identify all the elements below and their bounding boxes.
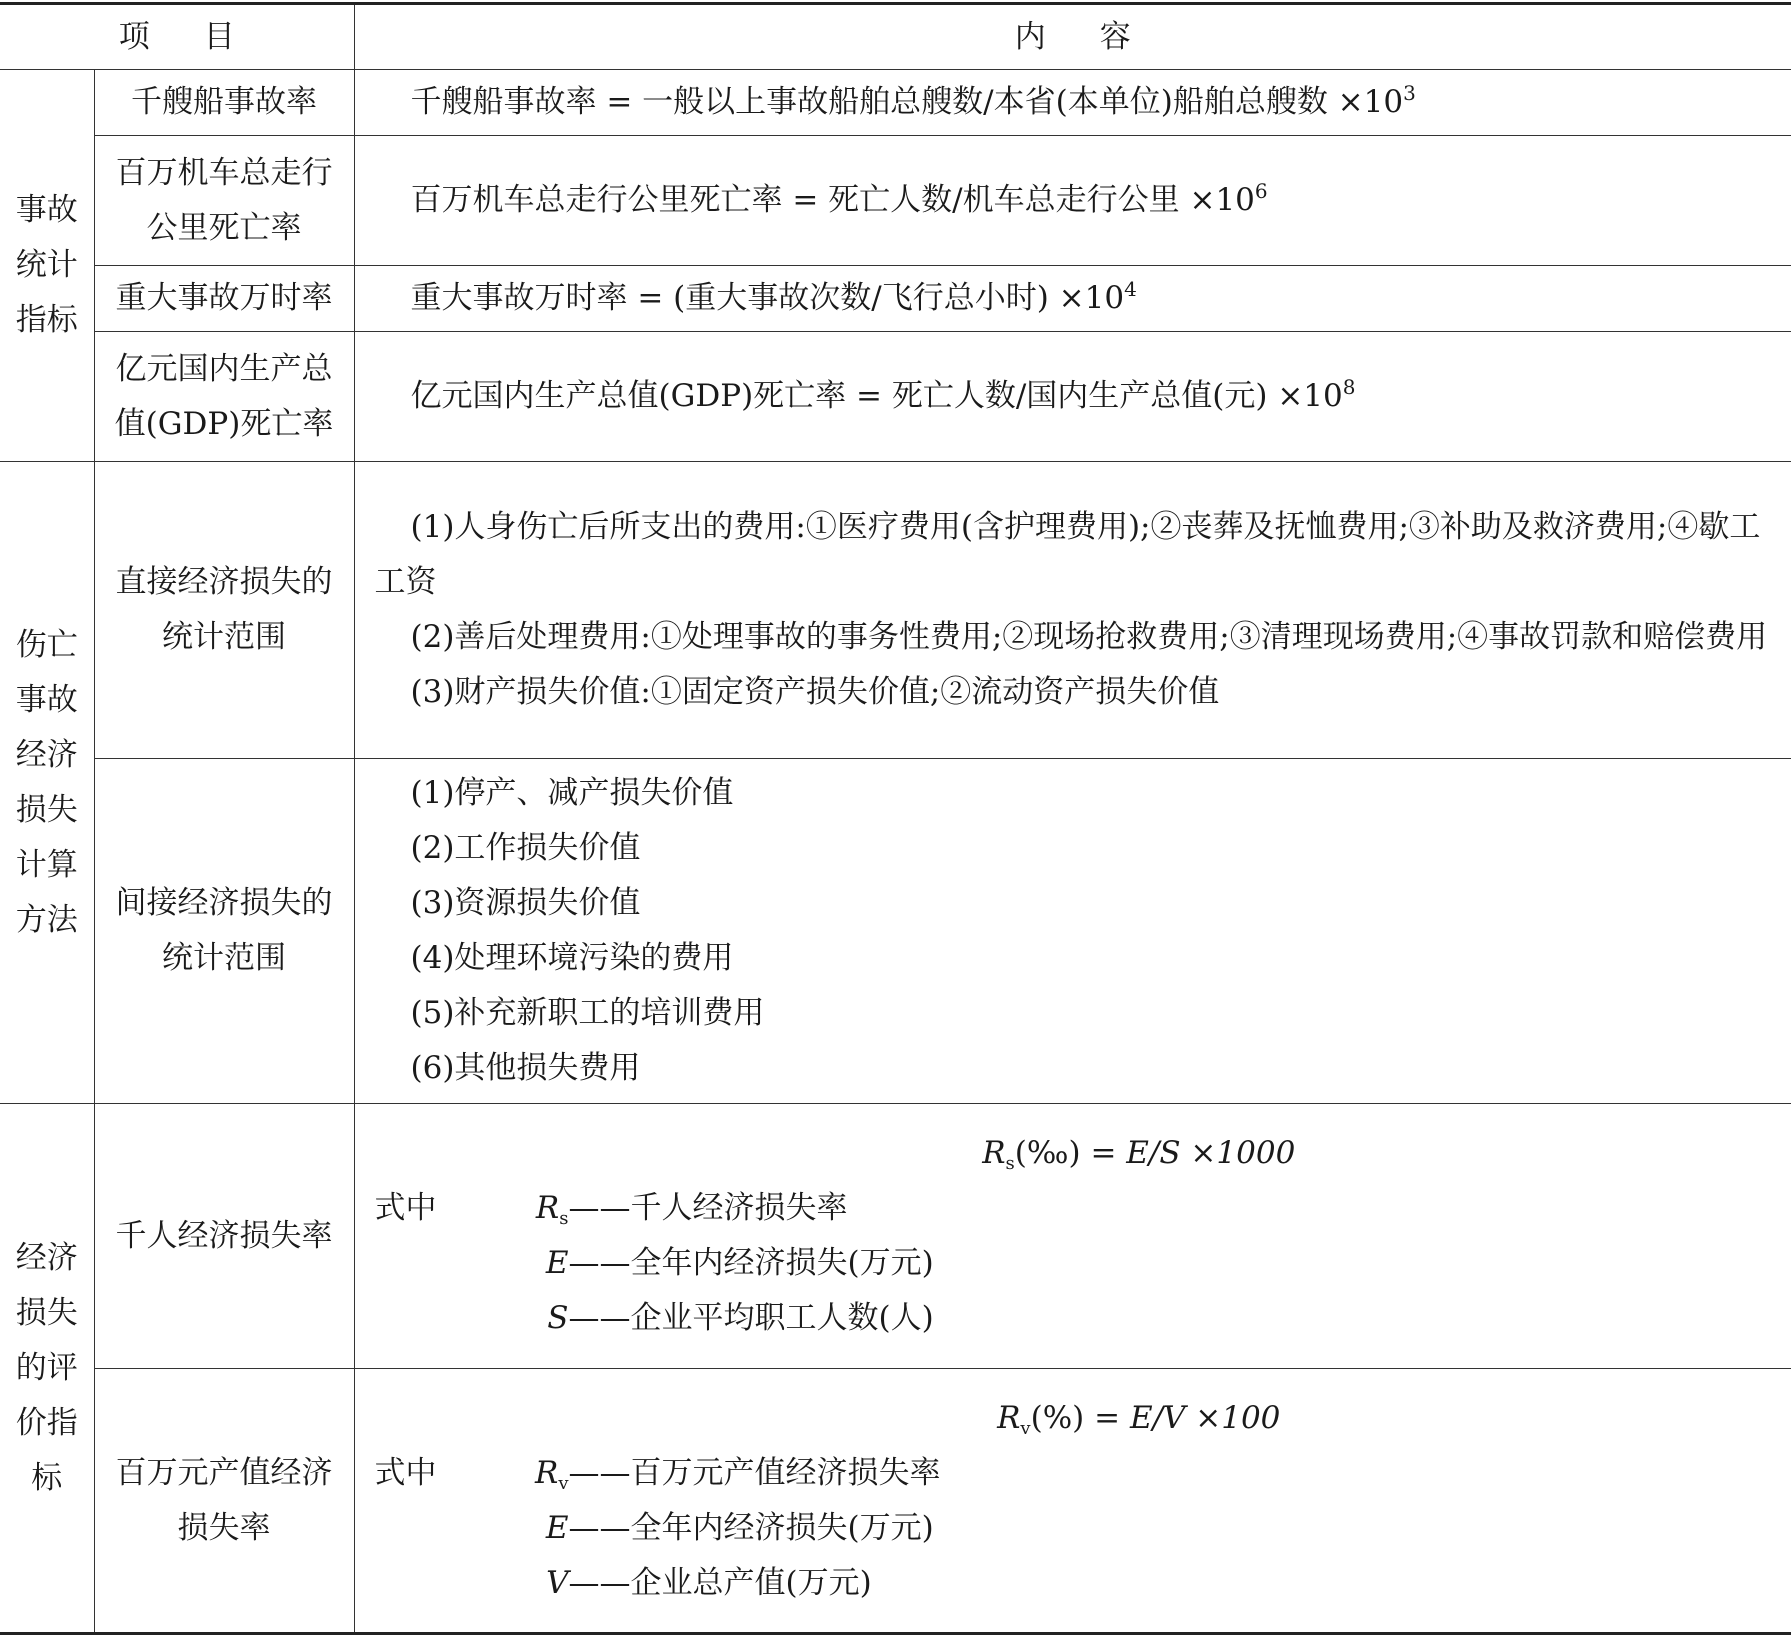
item-label: 重大事故万时率	[94, 266, 354, 332]
header-item: 项目	[0, 4, 354, 70]
table-header-row	[0, 4, 1791, 70]
formula-cell: 亿元国内生产总值(GDP)死亡率 = 死亡人数/国内生产总值(元) $\times 10^8$	[354, 332, 1791, 462]
paragraph: (3)财产损失价值:①固定资产损失价值;②流动资产损失价值	[410, 674, 1220, 710]
table-row	[0, 759, 1791, 1104]
formula: $R_v(\%) = E/V \times 100$	[997, 1399, 1281, 1439]
per-thousand-content	[354, 1104, 1791, 1369]
indirect-loss-content	[354, 759, 1791, 1104]
indicator-table	[0, 2, 1791, 1635]
table-row	[0, 266, 1791, 332]
table-row	[0, 1369, 1791, 1634]
category-accident-stats: 事故统计指标	[0, 70, 94, 462]
list-item: (1)停产、减产损失价值	[410, 775, 734, 811]
direct-loss-content	[354, 462, 1791, 759]
formula: $R_s(‰) = E/S \times 1000$	[982, 1135, 1296, 1174]
item-label: 千人经济损失率	[94, 1104, 354, 1369]
table-row	[0, 70, 1791, 136]
table-row	[0, 332, 1791, 462]
list-item: (6)其他损失费用	[410, 1050, 641, 1086]
formula-cell: 千艘船事故率 = 一般以上事故船舶总艘数/本省(本单位)船舶总艘数 $\times 10^3$	[354, 70, 1791, 136]
item-label: 百万元产值经济损失率	[94, 1369, 354, 1634]
header-content: 内容	[354, 4, 1791, 70]
table-row	[0, 462, 1791, 759]
list-item: (4)处理环境污染的费用	[410, 940, 734, 976]
definitions: 式中 $R_s$ ——千人经济损失率 E ——全年内经济损失(万元) S ——企业平均职工人数(人)	[374, 1190, 934, 1336]
list-item: (2)工作损失价值	[410, 830, 641, 866]
list-item: (5)补充新职工的培训费用	[410, 995, 765, 1031]
category-evaluation: 经济损失的评价指标	[0, 1104, 94, 1634]
item-label: 间接经济损失的统计范围	[94, 759, 354, 1104]
formula-cell: 百万机车总走行公里死亡率 = 死亡人数/机车总走行公里 $\times 10^6$	[354, 136, 1791, 266]
item-label: 百万机车总走行公里死亡率	[94, 136, 354, 266]
per-million-content	[354, 1369, 1791, 1634]
definitions: 式中 $R_v$ ——百万元产值经济损失率 E ——全年内经济损失(万元) V ——企业总产值(万元)	[374, 1454, 941, 1601]
table-row	[0, 1104, 1791, 1369]
item-label: 亿元国内生产总值(GDP)死亡率	[94, 332, 354, 462]
table-row	[0, 136, 1791, 266]
item-label: 千艘船事故率	[94, 70, 354, 136]
list-item: (3)资源损失价值	[410, 885, 641, 921]
category-casualty-loss: 伤亡事故经济损失计算方法	[0, 462, 94, 1104]
paragraph: (1)人身伤亡后所支出的费用:①医疗费用(含护理费用);②丧葬及抚恤费用;③补助及救济费用;④歇工工资	[374, 509, 1761, 600]
paragraph: (2)善后处理费用:①处理事故的事务性费用;②现场抢救费用;③清理现场费用;④事故罚款和赔偿费用	[410, 619, 1768, 655]
formula-cell: 重大事故万时率 = (重大事故次数/飞行总小时) $\times 10^4$	[354, 266, 1791, 332]
item-label: 直接经济损失的统计范围	[94, 462, 354, 759]
